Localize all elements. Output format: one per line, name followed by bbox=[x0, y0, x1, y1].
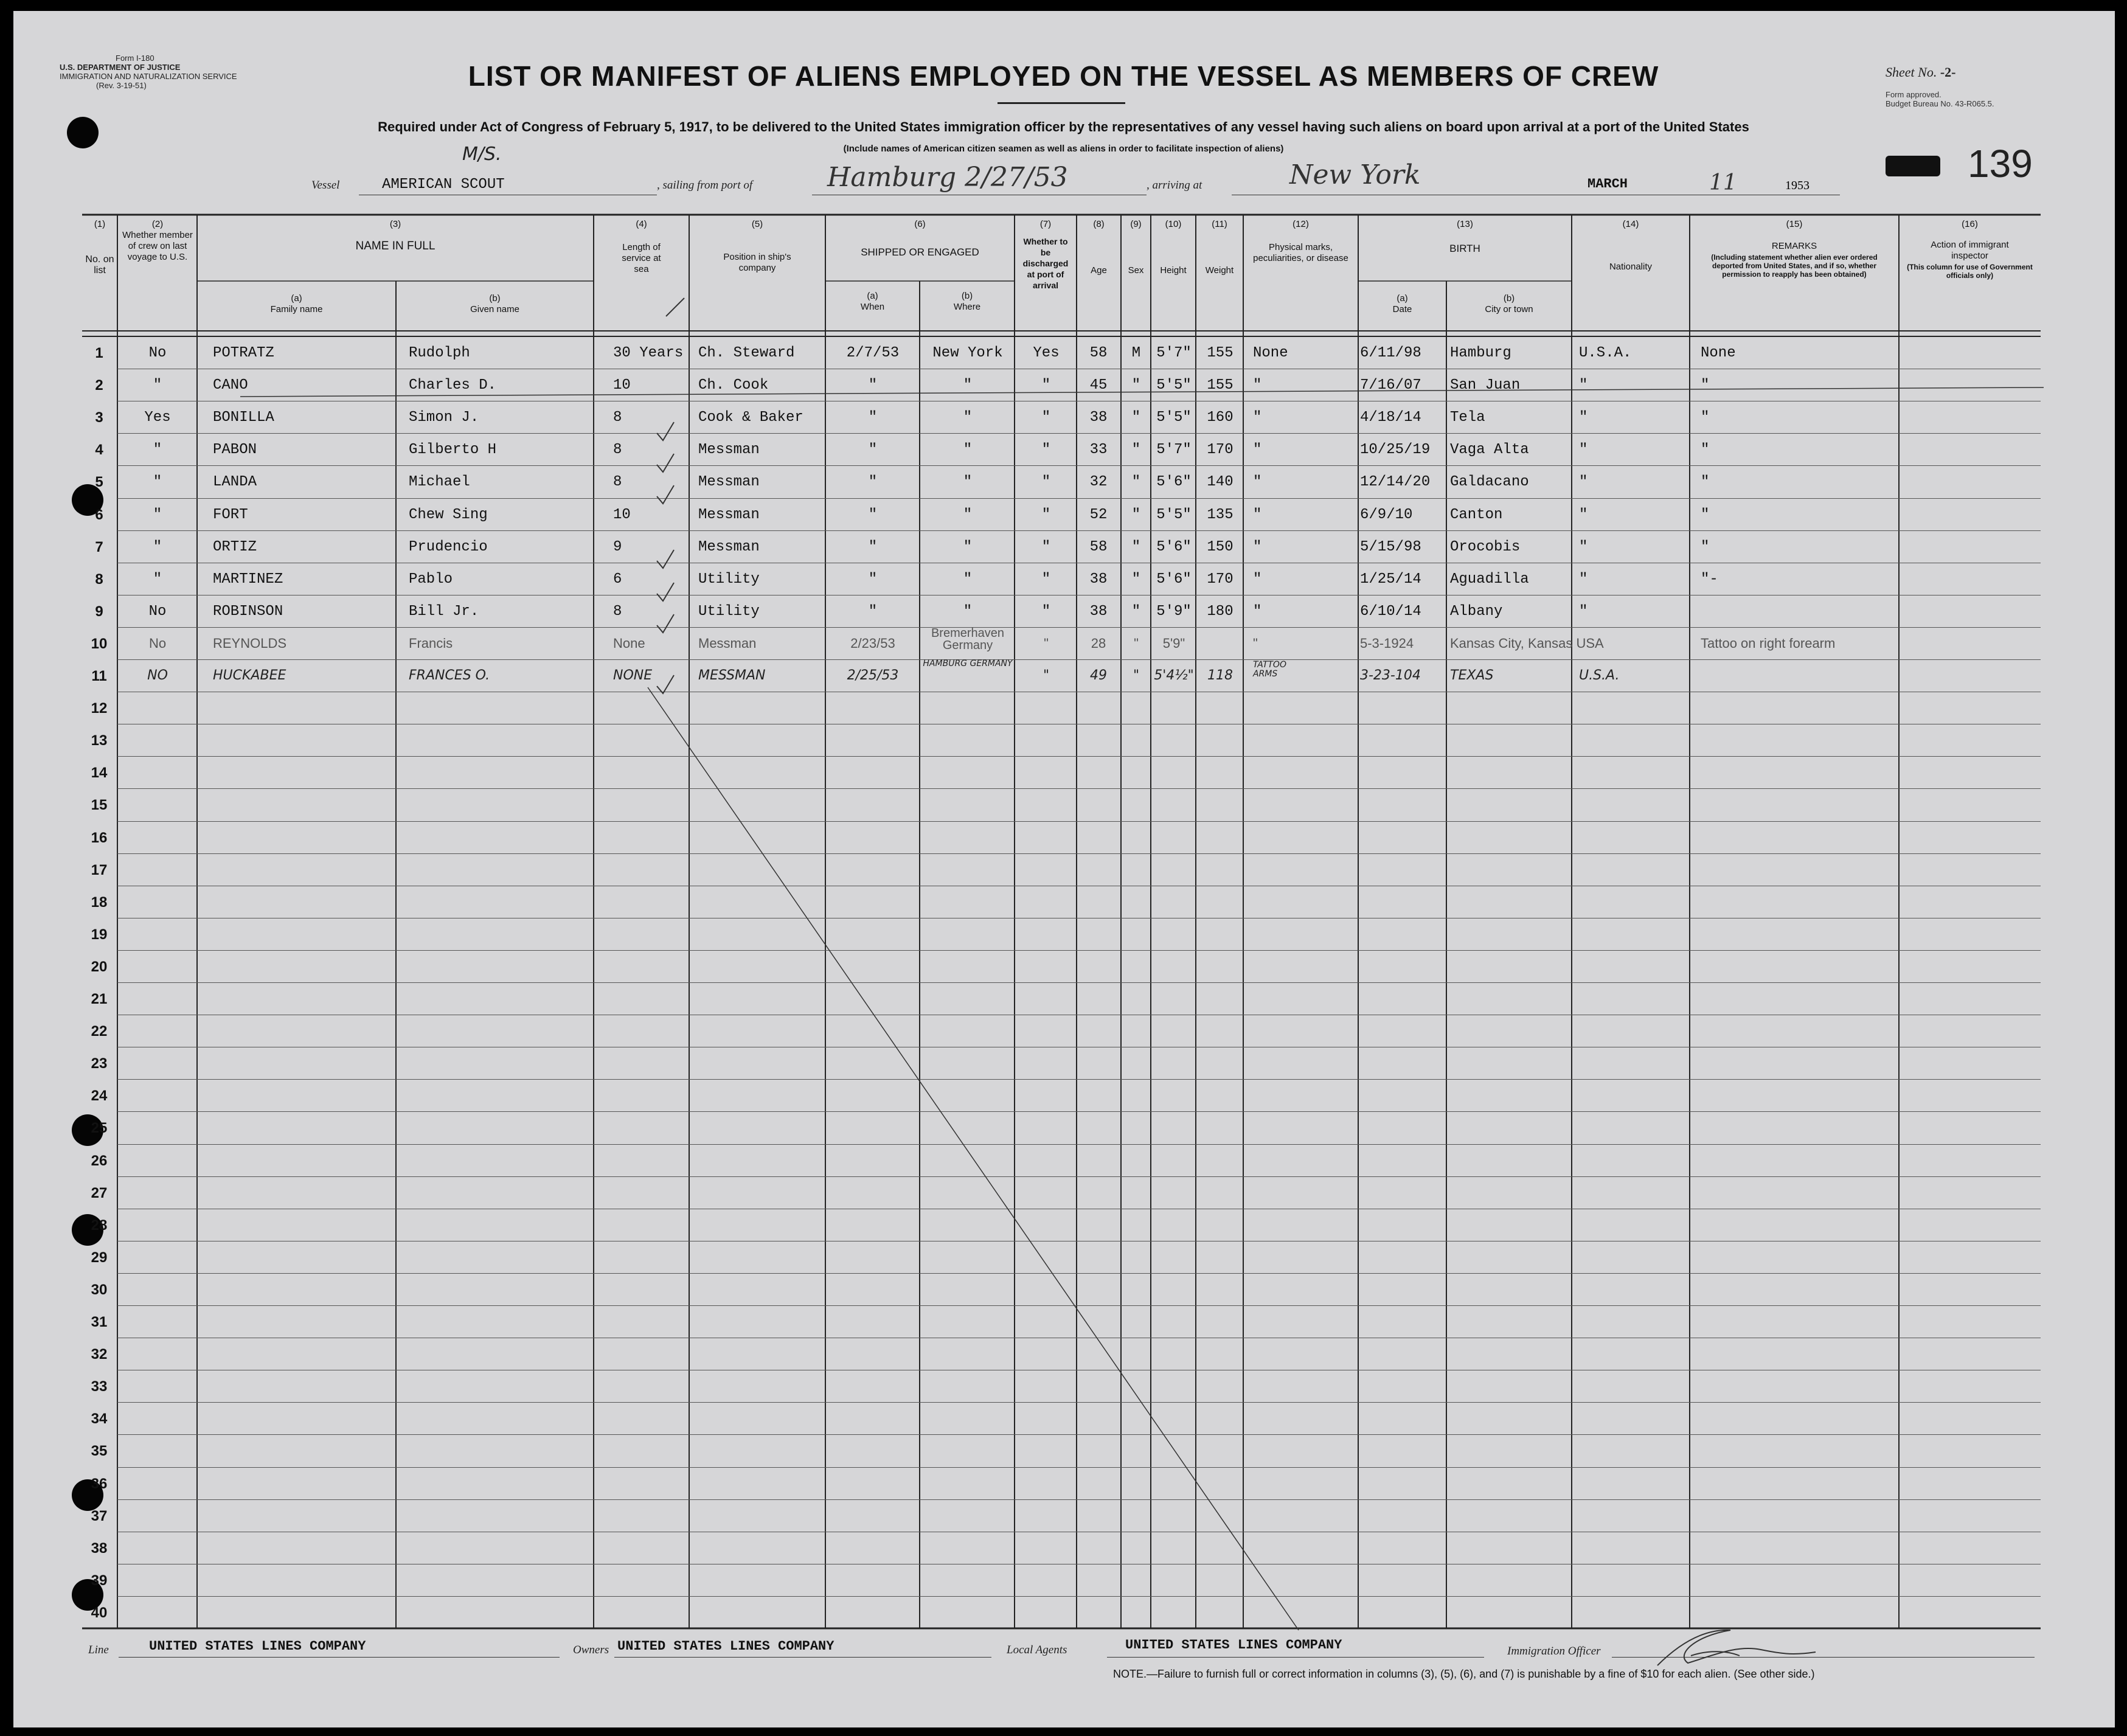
length-of-service: 10 bbox=[613, 507, 631, 523]
physical-marks: " bbox=[1253, 442, 1262, 458]
row-number: 31 bbox=[91, 1314, 108, 1330]
row-number: 14 bbox=[91, 765, 108, 781]
given-name: Pablo bbox=[409, 571, 453, 588]
height: 5'7" bbox=[1156, 442, 1192, 458]
birth-date: 5/15/98 bbox=[1360, 539, 1421, 555]
shipped-when: 2/7/53 bbox=[846, 345, 900, 361]
height: 5'6" bbox=[1156, 474, 1192, 490]
family-name: ORTIZ bbox=[213, 539, 257, 555]
weight: 150 bbox=[1207, 539, 1234, 555]
given-name: Gilberto H bbox=[409, 442, 497, 458]
weight: 118 bbox=[1207, 668, 1233, 683]
birth-date: 10/25/19 bbox=[1360, 442, 1431, 458]
row-number: 28 bbox=[91, 1217, 108, 1234]
family-name: HUCKABEE bbox=[213, 668, 286, 683]
birth-date: 6/10/14 bbox=[1360, 603, 1421, 620]
sex: " bbox=[1131, 507, 1141, 523]
row-number: 11 bbox=[91, 668, 107, 684]
ship-position: Utility bbox=[698, 571, 760, 588]
line-label: Line bbox=[88, 1644, 109, 1656]
shipped-where: HAMBURG GERMANY bbox=[923, 659, 1013, 668]
service-name: IMMIGRATION AND NATURALIZATION SERVICE bbox=[60, 72, 237, 81]
col6-header: (6) SHIPPED OR ENGAGED bbox=[861, 219, 979, 258]
previous-voyage: " bbox=[153, 571, 162, 588]
shipped-where: New York bbox=[932, 345, 1003, 361]
row-number: 26 bbox=[91, 1153, 108, 1169]
vessel-label: Vessel bbox=[311, 179, 340, 192]
weight: 170 bbox=[1207, 571, 1234, 588]
shipped-when: " bbox=[868, 603, 878, 620]
row-number: 22 bbox=[91, 1023, 108, 1040]
row-number: 19 bbox=[91, 926, 108, 943]
discharge-flag: " bbox=[1043, 668, 1050, 683]
ship-position: Messman bbox=[698, 442, 760, 458]
row-number: 24 bbox=[91, 1088, 108, 1104]
row-number: 1 bbox=[95, 345, 103, 361]
birth-date: 5-3-1924 bbox=[1360, 636, 1414, 651]
birth-city: TEXAS bbox=[1450, 668, 1494, 683]
shipped-when: 2/25/53 bbox=[847, 668, 899, 683]
shipped-when: " bbox=[868, 409, 878, 426]
col6a-header: (a) When bbox=[860, 291, 885, 312]
remarks: " bbox=[1701, 539, 1710, 555]
sex: " bbox=[1133, 668, 1140, 683]
ship-position: Utility bbox=[698, 603, 760, 620]
penalty-note: NOTE.—Failure to furnish full or correct information in columns (3), (5), (6), and (7) is punishable by a fine of $10 for each alien. (See other side.) bbox=[1113, 1668, 1815, 1680]
length-of-service: 10 bbox=[613, 377, 631, 394]
legal-requirement: Required under Act of Congress of February 5, 1917, to be delivered to the United States immigration officer by the representatives of any vessel having such aliens on board upon arrival at a port of the United States bbox=[378, 119, 1749, 134]
shipped-where: " bbox=[963, 539, 973, 555]
page-number: 139 bbox=[1968, 142, 2033, 186]
length-of-service: 30 Years bbox=[613, 345, 684, 361]
weight: 180 bbox=[1207, 603, 1234, 620]
previous-voyage: No bbox=[148, 603, 167, 620]
previous-voyage: No bbox=[148, 345, 167, 361]
shipped-where: " bbox=[963, 377, 973, 394]
row-number: 25 bbox=[91, 1120, 108, 1136]
discharge-flag: " bbox=[1041, 442, 1051, 458]
nationality: " bbox=[1579, 507, 1588, 523]
remarks: None bbox=[1701, 345, 1736, 361]
birth-city: Orocobis bbox=[1450, 539, 1521, 555]
sex: " bbox=[1131, 474, 1141, 490]
physical-marks: TATTOO ARMS bbox=[1253, 660, 1286, 679]
nationality: " bbox=[1579, 377, 1588, 394]
height: 5'5" bbox=[1156, 507, 1192, 523]
line-company: UNITED STATES LINES COMPANY bbox=[149, 1639, 366, 1654]
owners-company: UNITED STATES LINES COMPANY bbox=[617, 1639, 834, 1654]
remarks: " bbox=[1701, 377, 1710, 394]
row-number: 36 bbox=[91, 1476, 108, 1492]
birth-city: Vaga Alta bbox=[1450, 442, 1529, 458]
sailing-label: , sailing from port of bbox=[657, 179, 753, 192]
shipped-where: " bbox=[963, 409, 973, 426]
physical-marks: " bbox=[1253, 571, 1262, 588]
remarks: "- bbox=[1701, 571, 1718, 588]
col4-header: (4) Length of service at sea bbox=[622, 219, 661, 274]
length-of-service: 8 bbox=[613, 474, 622, 490]
vessel-prefix: M/S. bbox=[462, 144, 502, 165]
shipped-where: " bbox=[963, 507, 973, 523]
row-number: 12 bbox=[91, 700, 108, 717]
birth-date: 7/16/07 bbox=[1360, 377, 1421, 394]
row-number: 37 bbox=[91, 1508, 108, 1524]
nationality: " bbox=[1579, 571, 1588, 588]
col10-header: (10) Height bbox=[1160, 219, 1187, 276]
arrival-day: 11 bbox=[1709, 170, 1737, 195]
col12-header: (12) Physical marks, peculiarities, or disease bbox=[1253, 219, 1348, 263]
row-number: 39 bbox=[91, 1572, 108, 1589]
inclusion-note: (Include names of American citizen seamen as well as aliens in order to facilitate inspection of aliens) bbox=[843, 144, 1284, 154]
ship-position: Messman bbox=[698, 636, 757, 651]
birth-date: 12/14/20 bbox=[1360, 474, 1431, 490]
arriving-label: , arriving at bbox=[1147, 179, 1202, 192]
height: 5'7" bbox=[1156, 345, 1192, 361]
row-number: 29 bbox=[91, 1249, 108, 1266]
discharge-flag: " bbox=[1041, 507, 1051, 523]
length-of-service: 9 bbox=[613, 539, 622, 555]
age: 58 bbox=[1089, 345, 1108, 361]
family-name: LANDA bbox=[213, 474, 257, 490]
previous-voyage: " bbox=[153, 377, 162, 394]
sex: M bbox=[1131, 345, 1141, 361]
age: 58 bbox=[1089, 539, 1108, 555]
row-number: 32 bbox=[91, 1346, 108, 1363]
row-number: 17 bbox=[91, 862, 108, 878]
arriving-port: New York bbox=[1289, 159, 1421, 190]
birth-city: Galdacano bbox=[1450, 474, 1529, 490]
weight: 155 bbox=[1207, 377, 1234, 394]
row-number: 9 bbox=[95, 603, 103, 620]
previous-voyage: " bbox=[153, 507, 162, 523]
form-number: Form I-180 bbox=[116, 54, 154, 63]
height: 5'6" bbox=[1156, 571, 1192, 588]
previous-voyage: " bbox=[153, 474, 162, 490]
col6b-header: (b) Where bbox=[953, 291, 981, 312]
row-number: 20 bbox=[91, 959, 108, 975]
owners-underline bbox=[614, 1657, 991, 1658]
row-number: 6 bbox=[95, 507, 103, 523]
col2-header: (2) Whether member of crew on last voyage to U.S. bbox=[122, 219, 193, 262]
birth-date: 4/18/14 bbox=[1360, 409, 1421, 426]
col5-header: (5) Position in ship's company bbox=[723, 219, 791, 273]
age: 28 bbox=[1091, 636, 1106, 651]
row-number: 23 bbox=[91, 1055, 108, 1072]
col11-header: (11) Weight bbox=[1205, 219, 1234, 276]
shipped-when: " bbox=[868, 442, 878, 458]
ship-position: MESSMAN bbox=[698, 668, 766, 683]
ship-position: Cook & Baker bbox=[698, 409, 803, 426]
shipped-when: " bbox=[868, 507, 878, 523]
given-name: Charles D. bbox=[409, 377, 497, 394]
weight: 170 bbox=[1207, 442, 1234, 458]
birth-city: Canton bbox=[1450, 507, 1503, 523]
nationality: " bbox=[1579, 442, 1588, 458]
col15-header: (15) REMARKS (Including statement whether alien ever ordered deported from United States, and if so, whether permission to reapply has been obtained) bbox=[1711, 219, 1878, 279]
shipped-when: 2/23/53 bbox=[850, 636, 895, 651]
height: 5'9" bbox=[1162, 636, 1185, 651]
age: 49 bbox=[1090, 668, 1107, 683]
age: 52 bbox=[1089, 507, 1108, 523]
row-number: 35 bbox=[91, 1443, 108, 1459]
birth-city: Aguadilla bbox=[1450, 571, 1529, 588]
length-of-service: 8 bbox=[613, 442, 622, 458]
family-name: CANO bbox=[213, 377, 248, 394]
weight: 135 bbox=[1207, 507, 1234, 523]
family-name: POTRATZ bbox=[213, 345, 274, 361]
sex: " bbox=[1131, 377, 1141, 394]
agents-underline bbox=[1107, 1657, 1484, 1658]
shipped-where: " bbox=[963, 442, 973, 458]
line-underline bbox=[119, 1657, 560, 1658]
previous-voyage: Yes bbox=[144, 409, 171, 426]
physical-marks: " bbox=[1253, 539, 1262, 555]
sex: " bbox=[1134, 636, 1139, 651]
col8-header: (8) Age bbox=[1091, 219, 1107, 276]
row-number: 40 bbox=[91, 1605, 108, 1621]
col13a-header: (a) Date bbox=[1392, 293, 1412, 314]
arrival-month: MARCH bbox=[1587, 176, 1628, 192]
shipped-where: " bbox=[963, 571, 973, 588]
birth-city: Kansas City, Kansas USA bbox=[1450, 636, 1604, 651]
nationality: " bbox=[1579, 474, 1588, 490]
shipped-where: Bremerhaven Germany bbox=[931, 627, 1005, 652]
age: 45 bbox=[1089, 377, 1108, 394]
physical-marks: " bbox=[1253, 507, 1262, 523]
family-name: MARTINEZ bbox=[213, 571, 283, 588]
row-number: 38 bbox=[91, 1540, 108, 1557]
previous-voyage: NO bbox=[147, 668, 168, 683]
nationality: U.S.A. bbox=[1579, 345, 1632, 361]
sailing-port: Hamburg 2/27/53 bbox=[827, 162, 1068, 193]
form-revision: (Rev. 3-19-51) bbox=[96, 81, 147, 90]
remarks: " bbox=[1701, 474, 1710, 490]
family-name: BONILLA bbox=[213, 409, 274, 426]
row-number: 30 bbox=[91, 1282, 108, 1298]
length-of-service: None bbox=[613, 636, 645, 651]
length-of-service: 8 bbox=[613, 603, 622, 620]
height: 5'5" bbox=[1156, 409, 1192, 426]
col1-header: (1) No. on list bbox=[85, 219, 114, 276]
given-name: Francis bbox=[409, 636, 453, 651]
row-number: 15 bbox=[91, 797, 108, 813]
col7-header: (7) Whether to be discharged at port of arrival bbox=[1022, 219, 1069, 290]
vessel-name: AMERICAN SCOUT bbox=[382, 176, 505, 193]
nationality: U.S.A. bbox=[1579, 668, 1620, 683]
weight: 155 bbox=[1207, 345, 1234, 361]
birth-city: Tela bbox=[1450, 409, 1485, 426]
height: 5'5" bbox=[1156, 377, 1192, 394]
given-name: Prudencio bbox=[409, 539, 488, 555]
discharge-flag: " bbox=[1044, 636, 1049, 651]
agents-label: Local Agents bbox=[1007, 1644, 1067, 1656]
col14-header: (14) Nationality bbox=[1609, 219, 1653, 272]
discharge-flag: " bbox=[1041, 377, 1051, 394]
birth-date: 3-23-104 bbox=[1360, 668, 1421, 683]
row-number: 5 bbox=[95, 474, 103, 490]
col13b-header: (b) City or town bbox=[1485, 293, 1533, 314]
col13-header: (13) BIRTH bbox=[1449, 219, 1480, 254]
age: 32 bbox=[1089, 474, 1108, 490]
shipped-when: " bbox=[868, 539, 878, 555]
col16-header: (16) Action of immigrant inspector (This column for use of Government officials only) bbox=[1907, 219, 2033, 280]
discharge-flag: Yes bbox=[1033, 345, 1060, 361]
agents-company: UNITED STATES LINES COMPANY bbox=[1125, 1637, 1342, 1653]
sex: " bbox=[1131, 409, 1141, 426]
weight: 160 bbox=[1207, 409, 1234, 426]
shipped-when: " bbox=[868, 571, 878, 588]
given-name: Simon J. bbox=[409, 409, 479, 426]
department-name: U.S. DEPARTMENT OF JUSTICE bbox=[60, 63, 181, 72]
ship-position: Messman bbox=[698, 539, 760, 555]
discharge-flag: " bbox=[1041, 539, 1051, 555]
officer-label: Immigration Officer bbox=[1507, 1645, 1601, 1658]
physical-marks: None bbox=[1253, 345, 1288, 361]
length-of-service: 8 bbox=[613, 409, 622, 426]
birth-date: 1/25/14 bbox=[1360, 571, 1421, 588]
age: 33 bbox=[1089, 442, 1108, 458]
discharge-flag: " bbox=[1041, 571, 1051, 588]
page-title: LIST OR MANIFEST OF ALIENS EMPLOYED ON THE VESSEL AS MEMBERS OF CREW bbox=[468, 60, 1659, 92]
given-name: Chew Sing bbox=[409, 507, 488, 523]
row-number: 2 bbox=[95, 377, 103, 394]
previous-voyage: No bbox=[148, 636, 167, 651]
row-number: 34 bbox=[91, 1411, 108, 1427]
sex: " bbox=[1131, 603, 1141, 620]
remarks: Tattoo on right forearm bbox=[1701, 636, 1836, 651]
row-number: 21 bbox=[91, 991, 108, 1007]
birth-date: 6/9/10 bbox=[1360, 507, 1413, 523]
ship-position: Messman bbox=[698, 474, 760, 490]
family-name: FORT bbox=[213, 507, 248, 523]
weight: 140 bbox=[1207, 474, 1234, 490]
age: 38 bbox=[1089, 409, 1108, 426]
given-name: Bill Jr. bbox=[409, 603, 479, 620]
length-of-service: NONE bbox=[613, 668, 653, 683]
birth-city: Albany bbox=[1450, 603, 1503, 620]
given-name: Michael bbox=[409, 474, 470, 490]
sex: " bbox=[1131, 571, 1141, 588]
physical-marks: " bbox=[1253, 603, 1262, 620]
row-number: 3 bbox=[95, 409, 103, 426]
sex: " bbox=[1131, 539, 1141, 555]
remarks: " bbox=[1701, 409, 1710, 426]
given-name: FRANCES O. bbox=[409, 668, 490, 683]
col3b-header: (b) Given name bbox=[470, 293, 519, 314]
physical-marks: " bbox=[1253, 409, 1262, 426]
row-number: 33 bbox=[91, 1378, 108, 1395]
sheet-number: Sheet No. -2- bbox=[1886, 64, 1956, 80]
form-approval: Form approved. Budget Bureau No. 43-R065.5. bbox=[1886, 90, 1994, 108]
officer-underline bbox=[1612, 1657, 2035, 1658]
height: 5'6" bbox=[1156, 539, 1192, 555]
given-name: Rudolph bbox=[409, 345, 470, 361]
shipped-when: " bbox=[868, 474, 878, 490]
previous-voyage: " bbox=[153, 442, 162, 458]
sex: " bbox=[1131, 442, 1141, 458]
discharge-flag: " bbox=[1041, 474, 1051, 490]
row-number: 13 bbox=[91, 732, 108, 749]
birth-city: San Juan bbox=[1450, 377, 1521, 394]
shipped-where: " bbox=[963, 474, 973, 490]
nationality: " bbox=[1579, 409, 1588, 426]
discharge-flag: " bbox=[1041, 603, 1051, 620]
physical-marks: " bbox=[1253, 377, 1262, 394]
previous-voyage: " bbox=[153, 539, 162, 555]
officer-signature bbox=[1657, 1630, 1816, 1665]
family-name: REYNOLDS bbox=[213, 636, 287, 651]
ship-position: Ch. Steward bbox=[698, 345, 795, 361]
row-number: 7 bbox=[95, 539, 103, 555]
cross-out-stroke bbox=[648, 687, 1299, 1630]
birth-city: Hamburg bbox=[1450, 345, 1511, 361]
height: 5'9" bbox=[1156, 603, 1192, 620]
shipped-where: " bbox=[963, 603, 973, 620]
ship-position: Ch. Cook bbox=[698, 377, 769, 394]
remarks: " bbox=[1701, 507, 1710, 523]
physical-marks: " bbox=[1253, 636, 1258, 651]
ship-position: Messman bbox=[698, 507, 760, 523]
family-name: ROBINSON bbox=[213, 603, 283, 620]
family-name: PABON bbox=[213, 442, 257, 458]
shipped-when: " bbox=[868, 377, 878, 394]
arrival-year: 1953 bbox=[1785, 179, 1810, 192]
col3-header: (3) NAME IN FULL bbox=[355, 219, 435, 252]
row-number: 10 bbox=[91, 636, 108, 652]
row-number: 16 bbox=[91, 830, 108, 846]
row-number: 8 bbox=[95, 571, 103, 588]
height: 5'4½" bbox=[1154, 668, 1194, 683]
col9-header: (9) Sex bbox=[1128, 219, 1144, 276]
length-of-service: 6 bbox=[613, 571, 622, 588]
row-number: 4 bbox=[95, 442, 103, 458]
physical-marks: " bbox=[1253, 474, 1262, 490]
nationality: " bbox=[1579, 539, 1588, 555]
remarks: " bbox=[1701, 442, 1710, 458]
col3a-header: (a) Family name bbox=[270, 293, 323, 314]
nationality: " bbox=[1579, 603, 1588, 620]
age: 38 bbox=[1089, 571, 1108, 588]
row-number: 27 bbox=[91, 1185, 108, 1201]
discharge-flag: " bbox=[1041, 409, 1051, 426]
age: 38 bbox=[1089, 603, 1108, 620]
owners-label: Owners bbox=[573, 1644, 609, 1656]
birth-date: 6/11/98 bbox=[1360, 345, 1421, 361]
row-number: 18 bbox=[91, 894, 108, 911]
